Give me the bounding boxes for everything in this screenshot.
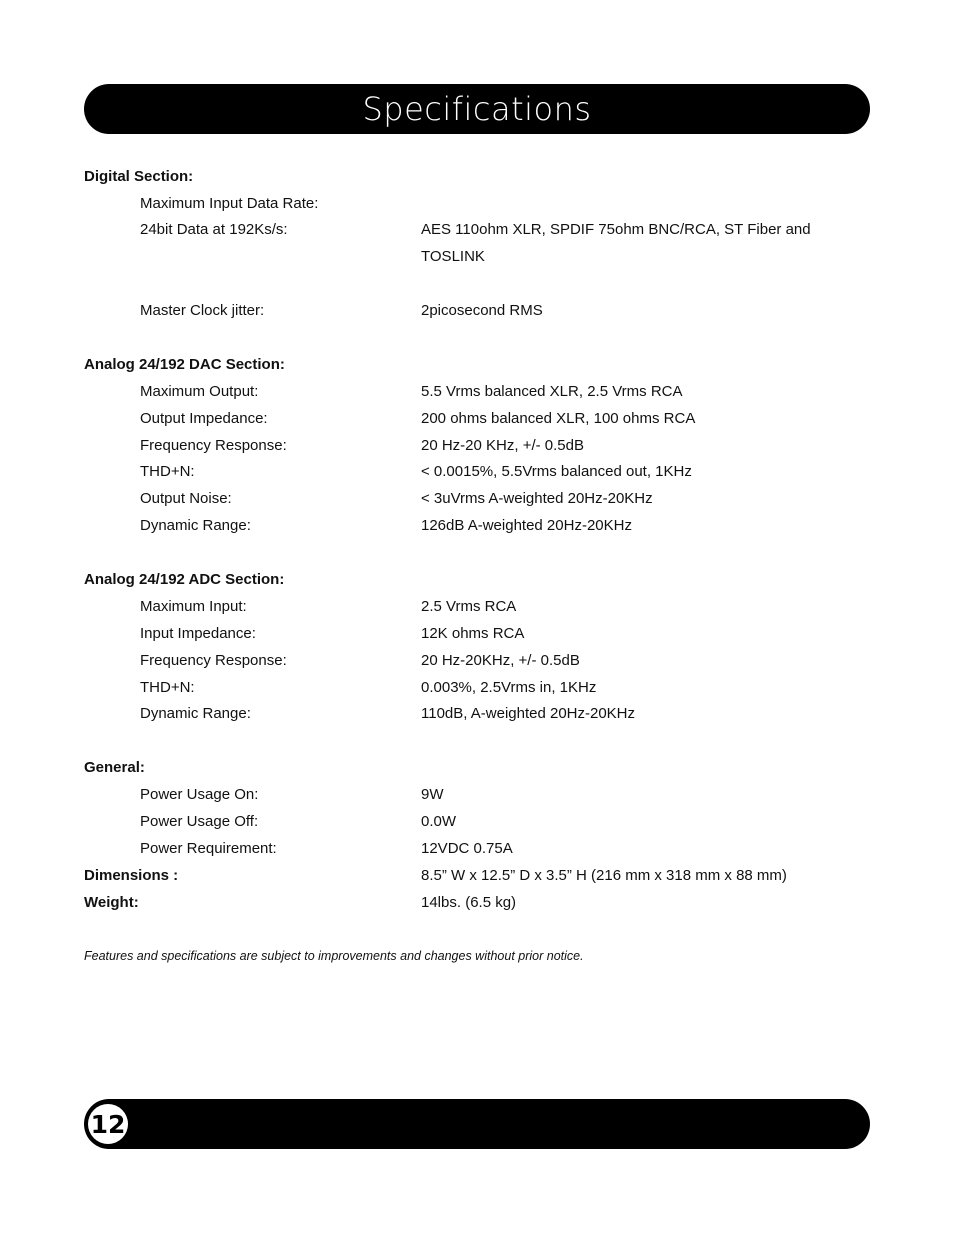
spec-label: Maximum Input: [140,598,247,615]
spec-label: Maximum Output: [140,383,259,400]
spec-value: 126dB A-weighted 20Hz-20KHz [421,517,632,534]
page-number-badge [88,1104,128,1144]
spec-value: 20 Hz-20KHz, +/- 0.5dB [421,652,580,669]
spec-label: Maximum Input Data Rate: [140,195,319,212]
spec-value: 0.0W [421,813,457,830]
section-heading-dac: Analog 24/192 DAC Section: [84,356,285,373]
spec-value: 12VDC 0.75A [421,840,513,857]
spec-value: 20 Hz-20 KHz, +/- 0.5dB [421,437,584,454]
weight-value: 14lbs. (6.5 kg) [421,894,517,911]
section-heading-general: General: [84,759,145,776]
spec-value: 200 ohms balanced XLR, 100 ohms RCA [421,410,696,427]
page-title: Specifications [362,90,592,128]
disclaimer-note: Features and specifications are subject to improvements and changes without prior notice. [84,949,584,963]
spec-value: 12K ohms RCA [421,625,525,642]
spec-value: 2picosecond RMS [421,302,543,319]
spec-value: 110dB, A-weighted 20Hz-20KHz [421,705,636,722]
spec-value: 0.003%, 2.5Vrms in, 1KHz [421,679,597,696]
title-banner [84,84,870,134]
spec-label: Power Usage Off: [140,813,259,830]
footer-banner [84,1099,870,1149]
spec-label: Dynamic Range: [140,705,251,722]
spec-value: < 0.0015%, 5.5Vrms balanced out, 1KHz [421,463,692,480]
spec-value: TOSLINK [421,248,485,265]
spec-label: Output Noise: [140,490,232,507]
spec-label: Power Usage On: [140,786,259,803]
spec-label: 24bit Data at 192Ks/s: [140,221,288,238]
spec-label: Frequency Response: [140,437,287,454]
page-number: 12 [90,1109,126,1139]
spec-label: Frequency Response: [140,652,287,669]
spec-label: Power Requirement: [140,840,277,857]
spec-value: AES 110ohm XLR, SPDIF 75ohm BNC/RCA, ST Fiber and [421,221,811,238]
spec-value: < 3uVrms A-weighted 20Hz-20KHz [421,490,653,507]
spec-value: 2.5 Vrms RCA [421,598,517,615]
spec-label: Master Clock jitter: [140,302,265,319]
dimensions-value: 8.5” W x 12.5” D x 3.5” H (216 mm x 318 mm x 88 mm) [421,867,787,884]
spec-value: 9W [421,786,444,803]
spec-label: Dynamic Range: [140,517,251,534]
weight-label: Weight: [84,894,139,911]
dimensions-label: Dimensions : [84,867,179,884]
spec-label: THD+N: [140,463,195,480]
section-heading-adc: Analog 24/192 ADC Section: [84,571,285,588]
spec-value: 5.5 Vrms balanced XLR, 2.5 Vrms RCA [421,383,683,400]
spec-label: THD+N: [140,679,195,696]
spec-label: Output Impedance: [140,410,268,427]
spec-label: Input Impedance: [140,625,256,642]
section-heading-digital: Digital Section: [84,168,194,185]
